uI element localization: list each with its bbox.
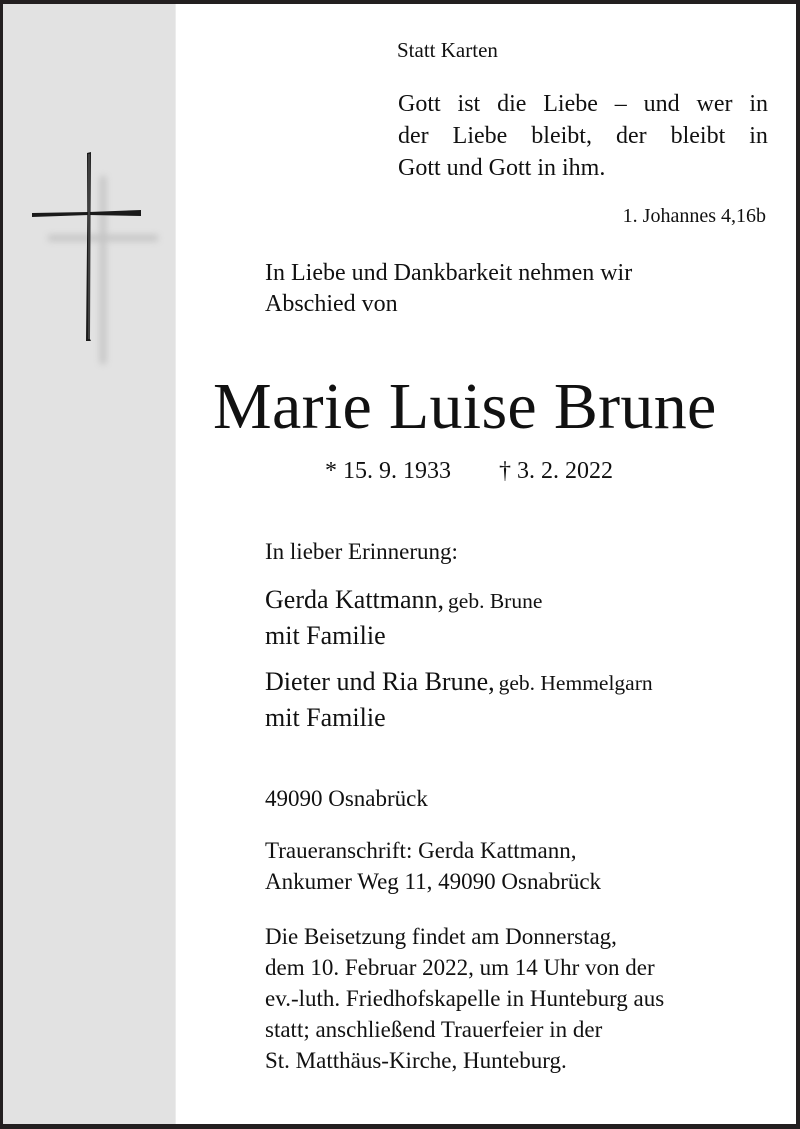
mourners-heading: In lieber Erinnerung:	[265, 539, 458, 564]
verse-word: Liebe	[452, 123, 508, 149]
verse-word: und	[643, 91, 680, 117]
statt-karten-label: Statt Karten	[397, 38, 498, 62]
address-line-1: Traueranschrift: Gerda Kattmann,	[265, 838, 577, 863]
obituary-page	[3, 4, 796, 1124]
verse-word: Liebe	[543, 91, 598, 117]
mourner-entry	[265, 666, 653, 734]
verse-word: die	[497, 91, 527, 117]
mourner-suffix: mit Familie	[265, 621, 386, 650]
side-strip	[3, 4, 176, 1124]
verse-line-2	[398, 120, 768, 152]
intro-line-1: In Liebe und Dankbarkeit nehmen wir	[265, 260, 633, 286]
mourner-entry	[265, 584, 542, 652]
funeral-line: dem 10. Februar 2022, um 14 Uhr von der	[265, 955, 655, 980]
mourner-maiden-name: geb. Hemmelgarn	[498, 671, 653, 695]
bible-verse	[398, 88, 768, 184]
life-dates	[325, 458, 613, 485]
mourning-address	[265, 835, 601, 897]
deceased-name: Marie Luise Brune	[213, 370, 717, 443]
verse-word: bleibt,	[531, 123, 592, 149]
birth-date: 15. 9. 1933	[343, 458, 451, 484]
verse-reference: 1. Johannes 4,16b	[622, 205, 766, 227]
verse-word: bleibt	[670, 123, 726, 149]
mourner-maiden-name: geb. Brune	[448, 589, 543, 613]
verse-word: Gott und Gott in ihm.	[398, 155, 606, 181]
mourner-suffix: mit Familie	[265, 703, 386, 732]
funeral-line: St. Matthäus-Kirche, Hunteburg.	[265, 1048, 567, 1073]
cross-icon	[3, 4, 175, 384]
location: 49090 Osnabrück	[265, 786, 428, 811]
verse-word: Gott	[398, 91, 441, 117]
verse-word: in	[749, 91, 768, 117]
address-line-2: Ankumer Weg 11, 49090 Osnabrück	[265, 869, 602, 894]
funeral-details	[265, 921, 664, 1076]
intro-line-2: Abschied von	[265, 291, 398, 317]
death-date: 3. 2. 2022	[517, 458, 613, 484]
verse-word: wer	[696, 91, 733, 117]
verse-word: –	[614, 91, 627, 117]
mourner-name: Dieter und Ria Brune,	[265, 667, 495, 696]
mourner-name: Gerda Kattmann,	[265, 585, 445, 614]
funeral-line: Die Beisetzung findet am Donnerstag,	[265, 924, 617, 949]
verse-line-3	[398, 152, 768, 184]
verse-word: der	[398, 123, 429, 149]
verse-word: in	[749, 123, 768, 149]
funeral-line: ev.-luth. Friedhofskapelle in Hunteburg aus	[265, 986, 665, 1011]
verse-line-1	[398, 88, 768, 120]
verse-word: ist	[457, 91, 481, 117]
intro-text	[265, 258, 632, 320]
funeral-line: statt; anschließend Trauerfeier in der	[265, 1017, 603, 1042]
verse-word: der	[615, 123, 647, 149]
birth-symbol: *	[325, 458, 337, 484]
death-symbol: †	[499, 458, 511, 484]
